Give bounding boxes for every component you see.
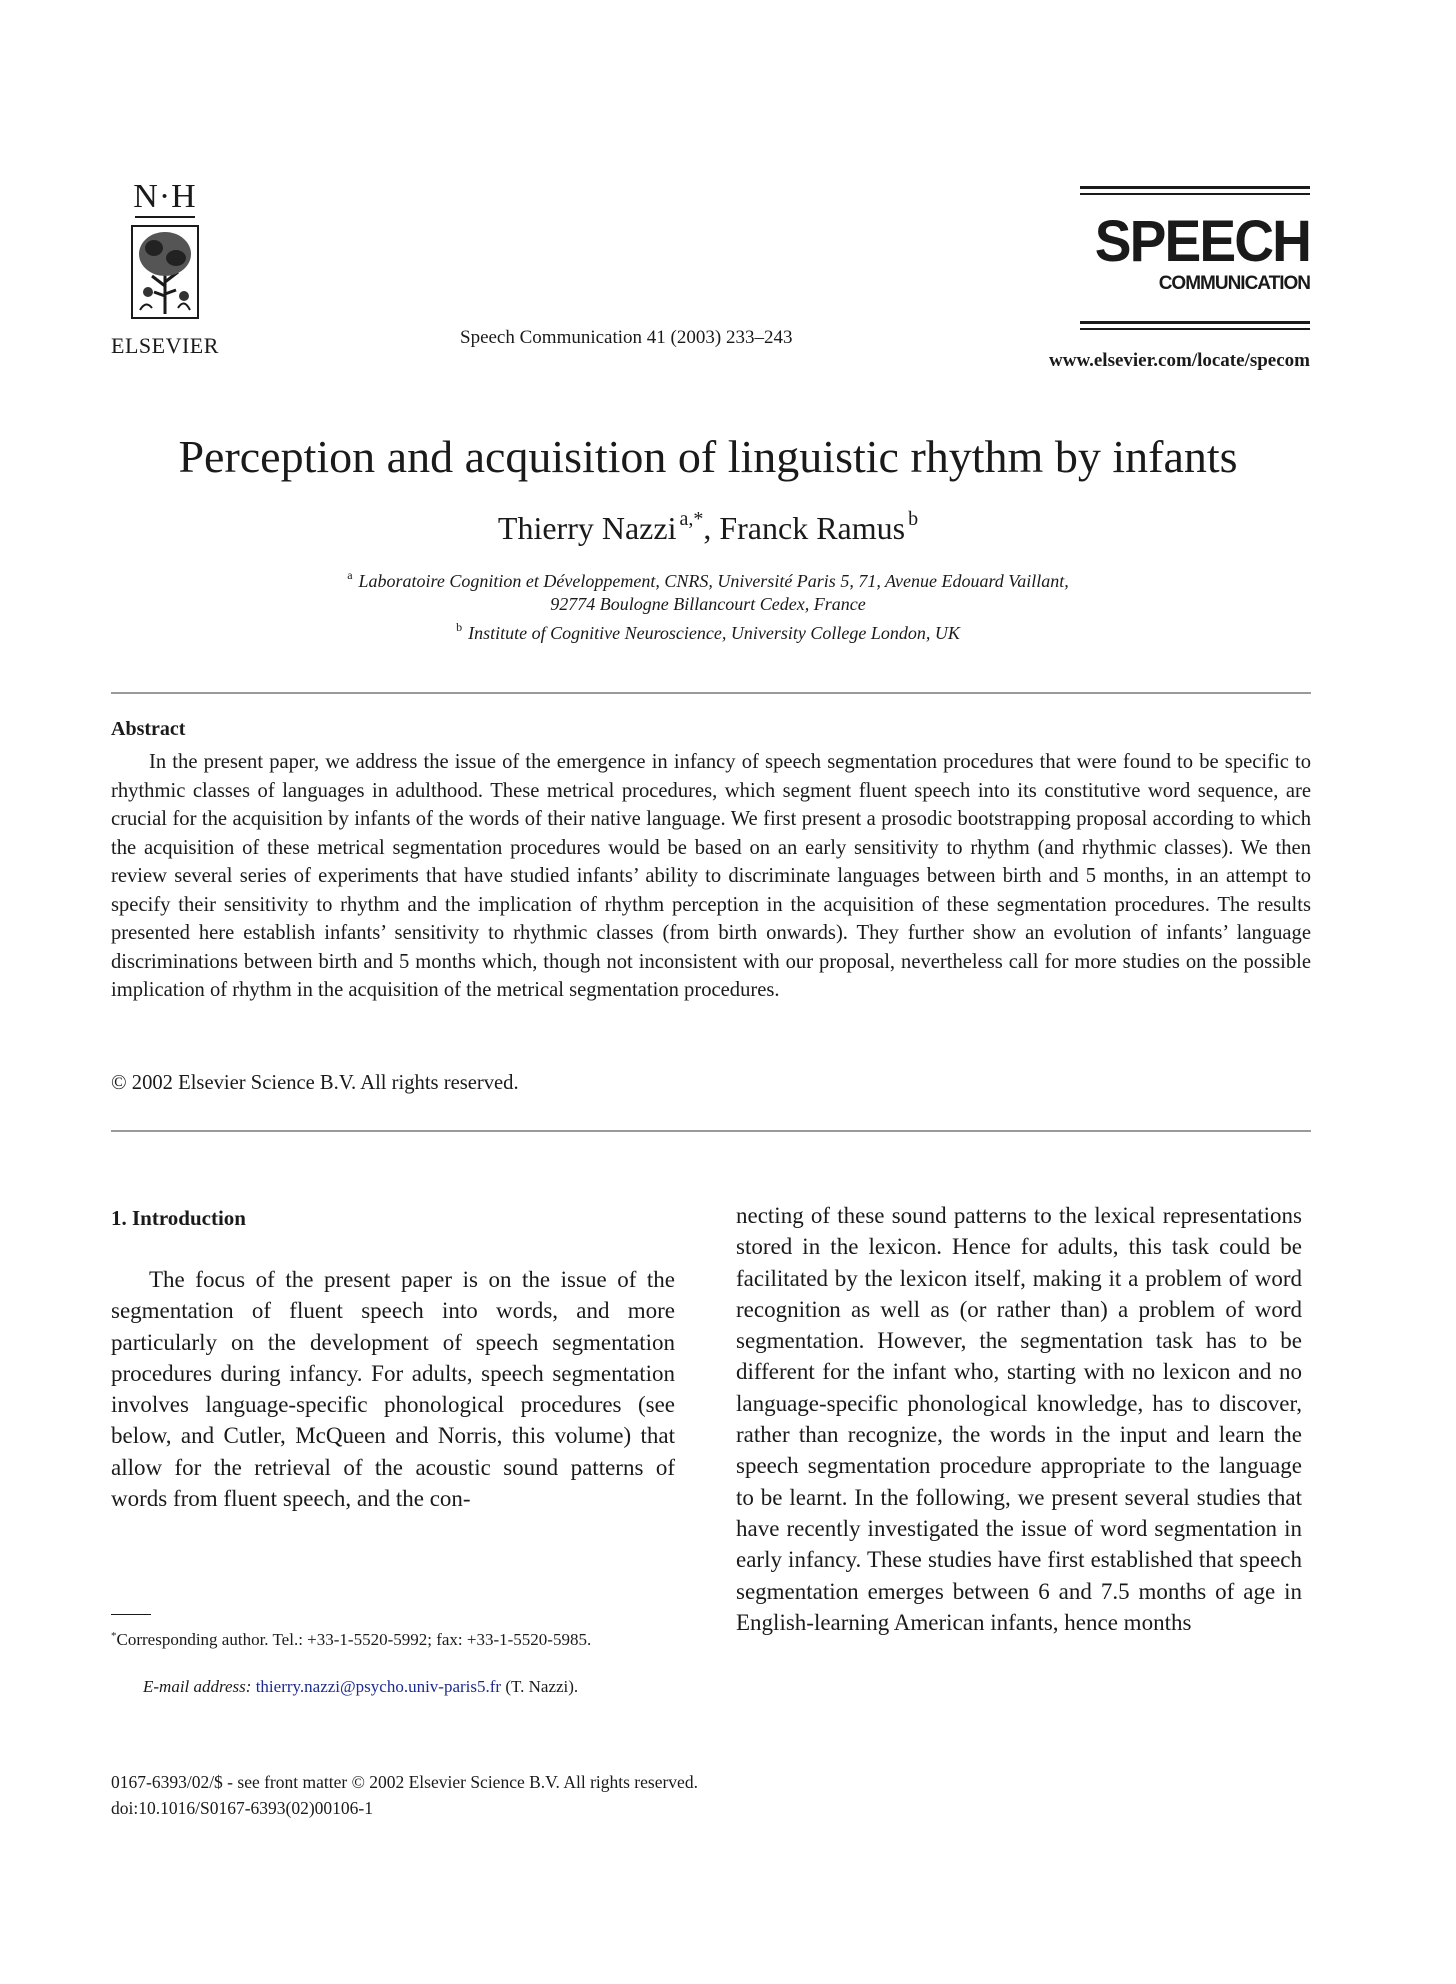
issn-line: 0167-6393/02/$ - see front matter © 2002 Elsevier Science B.V. All rights reserved. <box>111 1772 698 1792</box>
footnote-mark: * <box>111 1630 117 1642</box>
journal-name-line1: SPEECH <box>1094 209 1310 274</box>
doi-line[interactable]: doi:10.1016/S0167-6393(02)00106-1 <box>111 1798 374 1818</box>
abstract-heading: Abstract <box>111 718 186 740</box>
author-name: Thierry Nazzi <box>497 510 677 546</box>
footnote-email <box>111 1674 675 1699</box>
abstract-body: In the present paper, we address the issue of the emergence in infancy of speech segmentation procedures that were found to be specific to rhythmic classes of languages in adulthood. These metrical procedures, which segment fluent speech into its constitutive word sequence, are crucial for the acquisition by infants of the words of their native language. We first present a prosodic bootstrapping proposal according to which the acquisition of these metrical segmentation procedures would be based on an early sensitivity to rhythm (and rhythmic classes). We then review several series of experiments that have studied infants’ ability to discriminate languages between birth and 5 months, in an attempt to specify their sensitivity to rhythm and the implication of rhythm perception in the acquisition of these segmentation procedures. The results presented here establish infants’ sensitivity to rhythmic classes (from birth onwards). They further show an evolution of infants’ language discriminations between birth and 5 months which, though not inconsistent with our proposal, nevertheless call for more studies on the possible implication of rhythm in the acquisition of the metrical segmentation procedures. <box>111 751 1311 1001</box>
abstract-copyright: © 2002 Elsevier Science B.V. All rights reserved. <box>111 1072 519 1094</box>
affiliation-text: Institute of Cognitive Neuroscience, University College London, UK <box>468 623 960 643</box>
masthead-rule-bottom-thin <box>1080 328 1310 330</box>
affiliation-text: Laboratoire Cognition et Développement, CNRS, Université Paris 5, 71, Avenue Edouard Vaillant, <box>358 571 1069 591</box>
author-separator: , <box>703 510 712 546</box>
affiliation-mark: b <box>456 620 463 634</box>
publisher-mark: N·H <box>133 178 197 215</box>
author-affiliation-mark: a,* <box>679 508 704 530</box>
author-affiliation-mark: b <box>908 508 919 530</box>
affiliation-mark: a <box>347 568 353 582</box>
journal-name-line2: COMMUNICATION <box>1158 273 1310 294</box>
footnote-corresponding <box>111 1624 675 1652</box>
journal-url[interactable]: www.elsevier.com/locate/specom <box>1049 350 1310 371</box>
masthead-rule-top-thin <box>1080 193 1310 195</box>
email-label: E-mail address: <box>143 1677 252 1696</box>
abstract-top-rule <box>111 692 1311 694</box>
journal-masthead <box>1080 186 1310 334</box>
masthead-rule-top <box>1080 186 1310 189</box>
author-name: Franck Ramus <box>719 510 906 546</box>
elsevier-tree-icon <box>126 222 204 322</box>
footnote-text: Corresponding author. Tel.: +33-1-5520-5992; fax: +33-1-5520-5985. <box>116 1630 592 1649</box>
journal-citation: Speech Communication 41 (2003) 233–243 <box>460 327 793 348</box>
footnote-rule <box>111 1614 151 1615</box>
affiliation-line <box>0 568 1416 592</box>
author-list <box>0 508 1416 547</box>
article-title: Perception and acquisition of linguistic rhythm by infants <box>178 431 1238 482</box>
masthead-rule-bottom <box>1080 321 1310 324</box>
publisher-mark-rule <box>135 216 195 218</box>
section-heading: 1. Introduction <box>111 1206 246 1230</box>
abstract-bottom-rule <box>111 1130 1311 1132</box>
affiliation-text: 92774 Boulogne Billancourt Cedex, France <box>550 594 866 614</box>
affiliation-line <box>0 594 1416 615</box>
publisher-logo <box>100 180 230 359</box>
affiliation-line <box>0 620 1416 644</box>
body-column-left: The focus of the present paper is on the issue of the segmentation of fluent speech into words, and more particularly on the development of speech segmentation procedures during infancy. For adults, speech segmentation involves language-specific phonological procedures (see below, and Cutler, McQueen and Norris, this volume) that allow for the retrieval of the acoustic sound patterns of words from fluent speech, and the con- <box>111 1267 675 1512</box>
publisher-name: ELSEVIER <box>111 333 219 358</box>
email-link[interactable]: thierry.nazzi@psycho.univ-paris5.fr <box>255 1677 502 1696</box>
email-suffix: (T. Nazzi). <box>505 1677 579 1696</box>
body-column-right: necting of these sound patterns to the lexical representations stored in the lexicon. Hence for adults, this task could be facilitated by the lexicon itself, making it a problem of word recognition as well as (or rather than) a problem of word segmentation. However, the segmentation task has to be different for the infant who, starting with no lexicon and no language-specific phonological knowledge, has to discover, rather than recognize, the words in the input and learn the speech segmentation procedure appropriate to the language to be learnt. In the following, we present several studies that have recently investigated the issue of word segmentation in early infancy. These studies have first established that speech segmentation emerges between 6 and 7.5 months of age in English-learning American infants, hence months <box>736 1203 1302 1635</box>
